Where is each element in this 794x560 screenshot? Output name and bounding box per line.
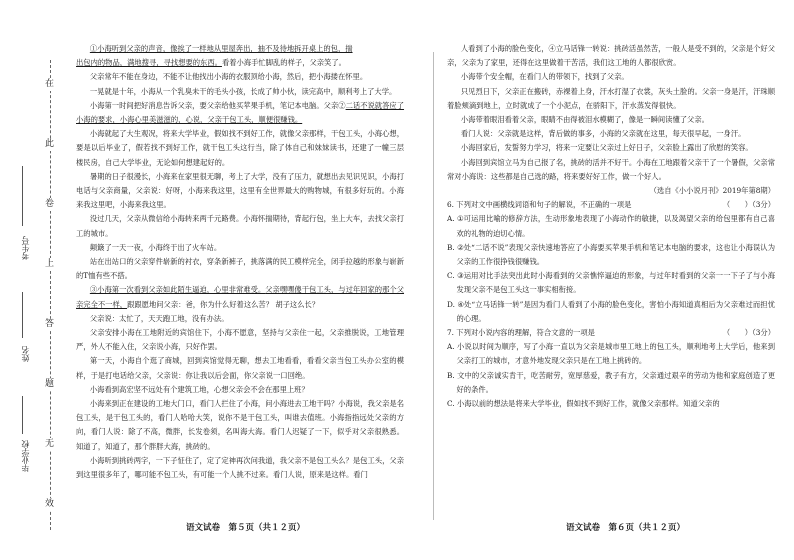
text-run: 小海回到宾馆立马为自己报了名，挑砖的活并不好干。小海在工地跟着父亲干了一个暑假，父亲常常对小海说：这些都是自己选的路，将来要好好工作，做一个好人。 bbox=[447, 157, 775, 181]
text-run: 颠簸了一天一夜，小海终于出了火车站。 bbox=[89, 242, 222, 252]
text-run: ④ bbox=[548, 44, 556, 53]
text-run: 挑砖活虽然苦，一般人是受不到的，父亲是个好父亲，父亲为了家里，还得在这里做着干苦活，我们这工地的人都很欣赏。 bbox=[447, 44, 776, 68]
underlined-sentence: 二话不说就答应了小海的要求，小海心里美滋滋的，心说，父亲干包工头，顺便很赚钱。 bbox=[76, 100, 405, 125]
name-label: 姓名 bbox=[21, 346, 30, 362]
passage-paragraph bbox=[76, 397, 404, 454]
underlined-sentence: 父亲嘿嘿傻干包工头，与过年回家的那个父亲完全不一样， bbox=[76, 285, 405, 309]
binding-char: 效 bbox=[45, 499, 55, 509]
passage-paragraph bbox=[76, 326, 404, 354]
passage-paragraph bbox=[76, 383, 404, 397]
answer-option: D. ④处“立马话锋一转”是因为看门人看到了小海的脸色变化，害怕小海知道真相后为父亲难过而担忧的心理。 bbox=[447, 299, 775, 323]
passage-paragraph bbox=[447, 113, 775, 127]
text-run: 小海听到挑砖两字，一下子怔住了，定了定神再次问我道，我父亲不是包工头么？是包工头，父亲到这里很多年了，哪可能不包工头，有可能一个人挑不过来。看门人说，原来是这样。看门 bbox=[76, 455, 404, 480]
passage-paragraph bbox=[447, 127, 775, 141]
text-run: ② bbox=[338, 100, 346, 110]
answer-option: B. ②处“二话不说”表现父亲快速地答应了小海要买苹果手机和笔记本电脑的要求，这也让小海误认为父亲的工作很挣钱很赚钱。 bbox=[447, 242, 775, 267]
passage-paragraph bbox=[447, 85, 775, 113]
passage-paragraph bbox=[76, 283, 404, 311]
binding-char: 上 bbox=[45, 259, 55, 269]
passage-paragraph bbox=[76, 312, 404, 326]
text-run: 一晃就是十年，小海从一个乳臭未干的毛头小孩，长成了帅小伙，读完高中，顺利考上了大学。 bbox=[89, 86, 397, 96]
binding-char: 此 bbox=[45, 139, 55, 149]
underlined-sentence: ①小海听到父亲的声音，像挨了一样地从里屋奔出，抽不及待地拆开桌上的包，揣 bbox=[89, 44, 353, 53]
page-divider bbox=[433, 52, 434, 520]
binding-char: 在 bbox=[45, 79, 55, 89]
underlined-sentence: ③小海第一次看到父亲如此陌生逼迫，心里非常难受。 bbox=[89, 285, 266, 295]
passage-paragraph bbox=[76, 70, 404, 84]
passage-paragraph bbox=[76, 85, 404, 99]
binding-margin bbox=[0, 0, 62, 560]
text-run: 人看到了小海的脸色变化， bbox=[460, 44, 549, 53]
text-run: 小海看到高宏坚不远处有个建筑工地，心想父亲会不会在那里上班？ bbox=[89, 384, 309, 394]
school-blank bbox=[22, 396, 23, 434]
answer-option: A. ①可运用比喻的修辞方法，生动形象地表现了小海动作的敏捷，以及渴望父亲的给包里都有自己喜欢的礼物的迫切心情。 bbox=[447, 214, 775, 238]
text-run: 小海回家后，发誓努力学习，将来一定要让父亲过上好日子，父亲脸上露出了欣慰的笑容。 bbox=[460, 143, 753, 153]
text-run: 立马话锋一转说： bbox=[555, 44, 615, 53]
passage-paragraph bbox=[76, 212, 404, 240]
footer-right: 语文试卷 第６页（共１２页） bbox=[566, 523, 686, 533]
answer-option: A. 小说以时间为顺序，写了小海一直以为父亲是城市里工地上的包工头，顺利地考上大学后，他来到父亲打工的城市，才意外地发现父亲只是在工地上挑砖的。 bbox=[447, 342, 775, 366]
underlined-sentence: 出包内的物品，满地搜寻，寻找想要的东西。 bbox=[76, 58, 222, 68]
binding-dashed-line bbox=[50, 60, 51, 530]
text-run: 小海第一时间把好消息告诉父亲，要父亲给他买苹果手机，笔记本电脑。父亲 bbox=[89, 100, 339, 110]
question-stem bbox=[447, 198, 775, 212]
text-run: 小海带个安全帽，在看门人的带领下，找到了父亲。 bbox=[460, 72, 629, 82]
text-run: 父亲安排小海在工地附近的宾馆住下，小海不愿意，坚持与父亲住一起，父亲推脱说，工地管理严，外人不能入住，父亲说小海，只好作罢。 bbox=[76, 328, 404, 352]
text-run: 没过几天，父亲从微信给小海转来两千元路费。小海怀揣期待，背起行包，坐上大车，去找父亲打工的城市。 bbox=[76, 214, 404, 238]
binding-char: 题 bbox=[45, 379, 55, 389]
text-run: （选自《小小说月刊》2019年第8期） bbox=[649, 186, 775, 196]
passage-paragraph bbox=[76, 99, 404, 127]
text-run: 第一天，小海自个逛了商城，回到宾馆觉得无聊，想去工地看看，看看父亲当包工头办公室的模样，于是打电话给父亲，父亲说：你让我以后会面，你父亲说一口回绝。 bbox=[76, 356, 404, 380]
passage-paragraph bbox=[76, 454, 404, 482]
question-text: 6. 下列对文中画横线词语和句子的解说，不正确的一项是 bbox=[447, 200, 632, 210]
source-citation bbox=[447, 184, 775, 198]
text-run: 看着小海手忙脚乱的样子，父亲笑了。 bbox=[221, 58, 346, 68]
question-stem bbox=[447, 326, 775, 340]
question-score: （ ）（3分） bbox=[722, 328, 775, 338]
school-label: 毕业学校 bbox=[21, 440, 30, 472]
text-run: 暑期的日子很漫长，小海来在家里很无聊，考上了大学，没有了压力，就想出去见识见识，小海打电话与父亲商量，父亲说：好呀，小海来我这里，这里有全世界最大的购物城，有很多好玩的。小海来我这里吧，小海来我这里。 bbox=[76, 171, 404, 210]
name-blank bbox=[22, 292, 23, 338]
exam-number-label: 考生号 bbox=[21, 236, 30, 260]
text-run: 小海带着眼泪看着父亲，眼睛不由得被泪水模糊了，像是一瞬间读懂了父亲。 bbox=[460, 115, 709, 125]
text-run: 父亲常年不能在身边，不能不让他找出小海的衣服顶给小海，然后，把小海搂在怀里。 bbox=[89, 72, 368, 82]
question-text: 7. 下列对小说内容的理解，符合文意的一项是 bbox=[447, 328, 595, 338]
text-run: 只见烈日下，父亲正在搬砖，赤裸着上身，汗水打湿了衣裳，灰头土脸的。父亲一身是汗，汗珠顺着脸颊滴到地上，立时就成了一个小泥点，在骄阳下，汗水蒸发得很快。 bbox=[447, 86, 775, 110]
footer-left: 语文试卷 第５页（共１２页） bbox=[186, 523, 306, 533]
text-run: 站在出站口的父亲穿件崭新的衬衣，穿条新裤子，挑落满的民工模样完全，闭手拉越的形象与崭新的T恤有些不搭。 bbox=[76, 257, 404, 281]
passage-paragraph bbox=[76, 255, 404, 283]
answer-option: B. 文中的父亲诚实肯干，吃苦耐劳，宽厚慈爱，教子有方，父亲通过艰辛的劳动为他和家庭创造了更好的条件。 bbox=[447, 370, 775, 394]
left-page-column bbox=[76, 42, 404, 482]
passage-paragraph bbox=[447, 156, 775, 184]
binding-char: 卷 bbox=[45, 199, 55, 209]
exam-number-blank bbox=[22, 166, 23, 226]
binding-char: 答 bbox=[45, 319, 55, 329]
passage-paragraph bbox=[447, 42, 775, 70]
passage-paragraph bbox=[447, 141, 775, 155]
text-run: 小海来到正在建设的工地大门口，看门人拦住了小海，问小海进去工地干吗？小海说，我父亲是名包工头，是干包工头的，看门人哈哈大笑，说你不是干包工头，叫谁去值班。小海指指远处父亲的方向，看门人说：除了不高，微胖，长发卷须，名叫海大海。看门人迟疑了一下，似乎对父亲很熟悉。知道了，知道了，那个胖胖大海，挑砖的。 bbox=[76, 399, 404, 451]
answer-option: C. 小海以前的想法是将来大学毕业，假如找不到好工作，就像父亲那样。知道父亲的 bbox=[447, 399, 720, 409]
passage-paragraph bbox=[76, 56, 404, 70]
text-run: 跟跟愿地问父亲：爸，你为什么好着这么苦？ 胡子这么长？ bbox=[127, 299, 320, 309]
binding-char: 无 bbox=[45, 439, 55, 449]
passage-paragraph bbox=[76, 170, 404, 213]
passage-paragraph bbox=[76, 127, 404, 170]
passage-paragraph bbox=[76, 241, 404, 255]
text-run: 看门人说：父亲就是这样，背后做的事多，小海的父亲就在这里，每天很早起，一身汗。 bbox=[460, 129, 746, 139]
text-run: 小海就起了大生观况，将来大学毕业，假如找不到好工作，就像父亲那样，干包工头，小海心想，要是以后毕业了，假若找不到好工作，就干包工头这行当，除了体自己和妹妹读书，还建了一幢三层楼民房，自己大学毕业，无论如何想建起好的。 bbox=[76, 129, 404, 167]
text-run: 父亲说：太忙了，天天跑工地，没有办法。 bbox=[89, 313, 229, 323]
passage-paragraph bbox=[447, 70, 775, 84]
question-score: （ ）（3分） bbox=[722, 200, 775, 210]
passage-paragraph bbox=[76, 42, 404, 56]
passage-paragraph bbox=[76, 354, 404, 382]
right-page-column bbox=[447, 42, 775, 411]
answer-option: C. ③运用对比手法突出此时小海看到的父亲憔悴逼迫的形象，与过年时看到的父亲一一下子了与小海发现父亲不是包工头这一事实相衔接。 bbox=[447, 271, 775, 295]
